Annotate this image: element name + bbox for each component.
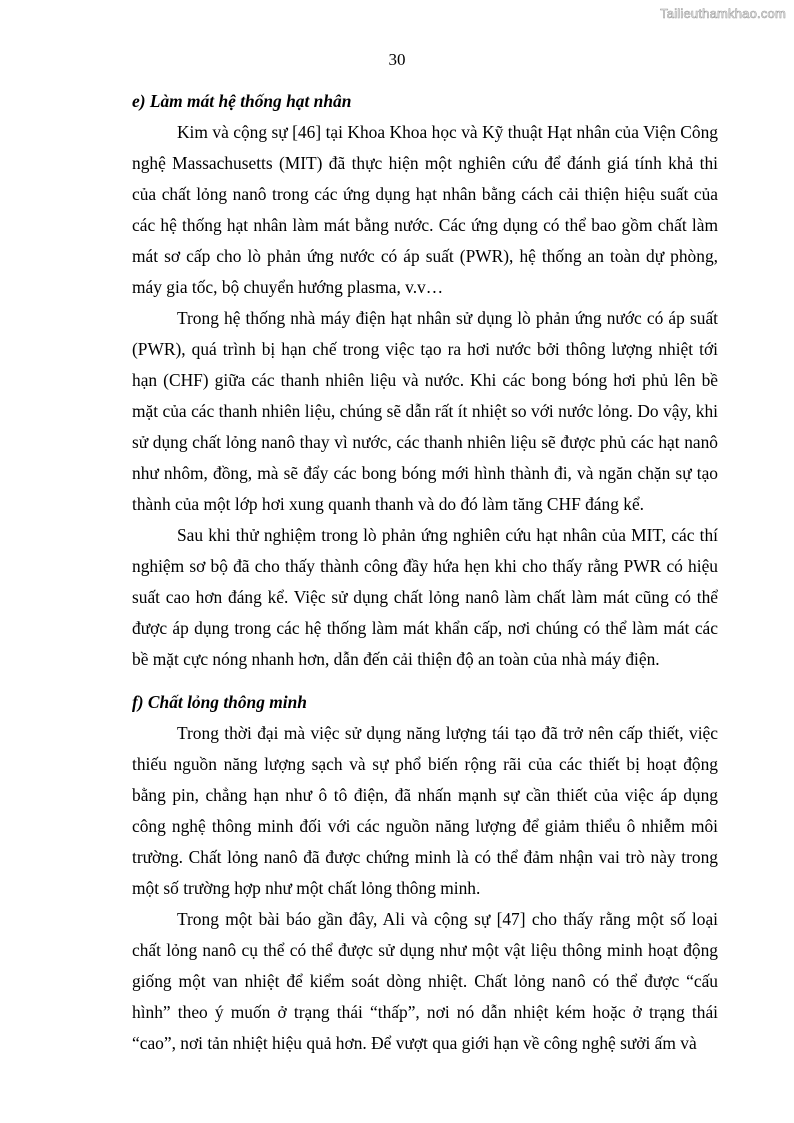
paragraph: Trong thời đại mà việc sử dụng năng lượng tái tạo đã trở nên cấp thiết, việc thiếu nguồn năng lượng sạch và sự phổ biến rộng rãi của các thiết bị hoạt động bằng pin, chẳng hạn như ô tô điện, đã nhấn mạnh sự cần thiết của việc áp dụng công nghệ thông minh đối với các nguồn năng lượng để giảm thiểu ô nhiễm môi trường. Chất lỏng nanô đã được chứng minh là có thể đảm nhận vai trò này trong một số trường hợp như một chất lỏng thông minh. xyxy=(132,723,718,898)
page-number: 30 xyxy=(388,50,406,69)
section-heading-e: e) Làm mát hệ thống hạt nhân xyxy=(132,91,352,111)
paragraph: Trong hệ thống nhà máy điện hạt nhân sử dụng lò phản ứng nước có áp suất (PWR), quá trình bị hạn chế trong việc tạo ra hơi nước bởi thông lượng nhiệt tới hạn (CHF) giữa các thanh nhiên liệu và nước. Khi các bong bóng hơi phủ lên bề mặt của các thanh nhiên liệu, chúng sẽ dẫn rất ít nhiệt so với nước lỏng. Do vậy, khi sử dụng chất lỏng nanô thay vì nước, các thanh nhiên liệu sẽ được phủ các hạt nanô như nhôm, đồng, mà sẽ đẩy các bong bóng mới hình thành đi, và ngăn chặn sự tạo thành của một lớp hơi xung quanh thanh và do đó làm tăng CHF đáng kể. xyxy=(132,308,718,514)
document-body xyxy=(132,86,718,1059)
paragraph: Trong một bài báo gần đây, Ali và cộng sự [47] cho thấy rằng một số loại chất lỏng nanô cụ thể có thể được sử dụng như một vật liệu thông minh hoạt động giống một van nhiệt để kiểm soát dòng nhiệt. Chất lỏng nanô có thể được “cấu hình” theo ý muốn ở trạng thái “thấp”, nơi nó dẫn nhiệt kém hoặc ở trạng thái “cao”, nơi tản nhiệt hiệu quả hơn. Để vượt qua giới hạn về công nghệ sưởi ấm và xyxy=(132,909,718,1053)
section-heading-f: f) Chất lỏng thông minh xyxy=(132,692,307,712)
paragraph: Kim và cộng sự [46] tại Khoa Khoa học và Kỹ thuật Hạt nhân của Viện Công nghệ Massachusetts (MIT) đã thực hiện một nghiên cứu để đánh giá tính khả thi của chất lỏng nanô trong các ứng dụng hạt nhân bằng cách cải thiện hiệu suất của các hệ thống hạt nhân làm mát bằng nước. Các ứng dụng có thể bao gồm chất làm mát sơ cấp cho lò phản ứng nước có áp suất (PWR), hệ thống an toàn dự phòng, máy gia tốc, bộ chuyển hướng plasma, v.v… xyxy=(132,122,718,297)
paragraph: Sau khi thử nghiệm trong lò phản ứng nghiên cứu hạt nhân của MIT, các thí nghiệm sơ bộ đã cho thấy thành công đầy hứa hẹn khi cho thấy rằng PWR có hiệu suất cao hơn đáng kể. Việc sử dụng chất lỏng nanô làm chất làm mát cũng có thể được áp dụng trong các hệ thống làm mát khẩn cấp, nơi chúng có thể làm mát các bề mặt cực nóng nhanh hơn, dẫn đến cải thiện độ an toàn của nhà máy điện. xyxy=(132,525,718,669)
watermark: Tailieuthamkhao.com xyxy=(660,6,786,21)
